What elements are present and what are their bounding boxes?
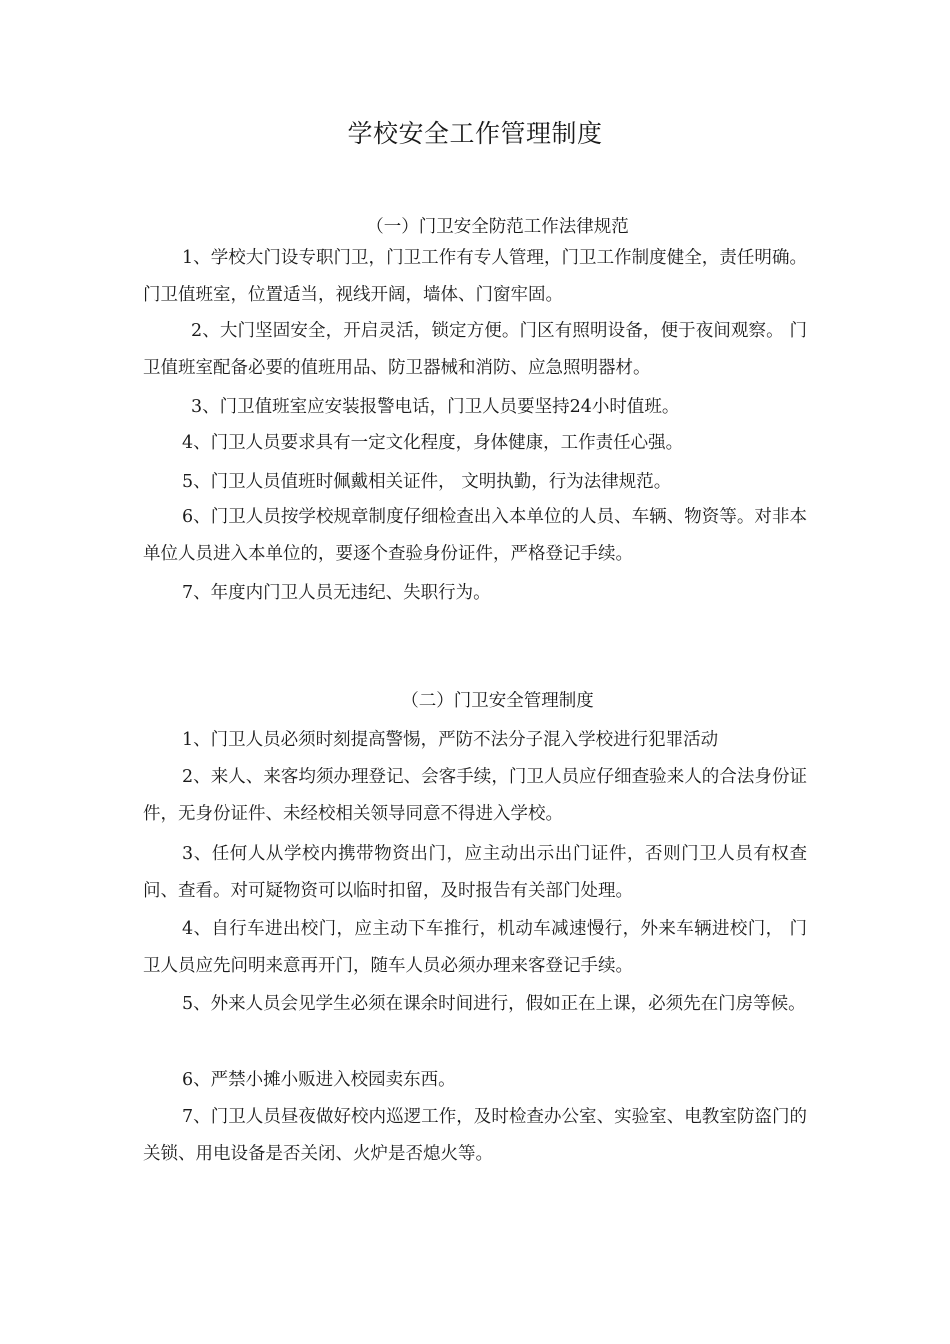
- section-1-item-3: 3、门卫值班室应安装报警电话，门卫人员要坚持24小时值班。: [191, 397, 680, 417]
- section-1-item-1: 1、学校大门设专职门卫，门卫工作有专人管理，门卫工作制度健全，责任明确。门卫值班室，位置适当，视线开阔，墙体、门窗牢固。: [143, 248, 807, 305]
- section-1-item-5: 5、门卫人员值班时佩戴相关证件， 文明执勤，行为法律规范。: [182, 472, 672, 492]
- section-2-item-6: 6、严禁小摊小贩进入校园卖东西。: [182, 1070, 456, 1090]
- section-2-item-4: 4、自行车进出校门，应主动下车推行，机动车减速慢行，外来车辆进校门， 门卫人员应先问明来意再开门，随车人员必须办理来客登记手续。: [143, 919, 807, 976]
- section-1-item-7: 7、年度内门卫人员无违纪、失职行为。: [182, 583, 491, 603]
- section-1-item-6: 6、门卫人员按学校规章制度仔细检查出入本单位的人员、车辆、物资等。对非本单位人员进入本单位的，要逐个查验身份证件，严格登记手续。: [143, 507, 807, 564]
- section-2-item-1: 1、门卫人员必须时刻提高警惕，严防不法分子混入学校进行犯罪活动: [182, 730, 719, 750]
- document-title: 学校安全工作管理制度: [347, 119, 603, 148]
- section-2-item-2: 2、来人、来客均须办理登记、会客手续，门卫人员应仔细查验来人的合法身份证件，无身份证件、未经校相关领导同意不得进入学校。: [143, 767, 807, 824]
- section-2-item-5: 5、外来人员会见学生必须在课余时间进行，假如正在上课，必须先在门房等候。: [182, 994, 806, 1014]
- section-1-item-2: 2、大门坚固安全，开启灵活，锁定方便。门区有照明设备，便于夜间观察。 门卫值班室配备必要的值班用品、防卫器械和消防、应急照明器材。: [143, 321, 807, 378]
- section-heading-1: （一）门卫安全防范工作法律规范: [366, 217, 629, 237]
- section-2-item-7: 7、门卫人员昼夜做好校内巡逻工作，及时检查办公室、实验室、电教室防盗门的关锁、用电设备是否关闭、火炉是否熄火等。: [143, 1107, 807, 1164]
- section-2-item-3: 3、任何人从学校内携带物资出门，应主动出示出门证件，否则门卫人员有权查问、查看。对可疑物资可以临时扣留，及时报告有关部门处理。: [143, 844, 807, 901]
- section-1-item-4: 4、门卫人员要求具有一定文化程度，身体健康，工作责任心强。: [182, 433, 684, 453]
- section-heading-2: （二）门卫安全管理制度: [401, 691, 594, 711]
